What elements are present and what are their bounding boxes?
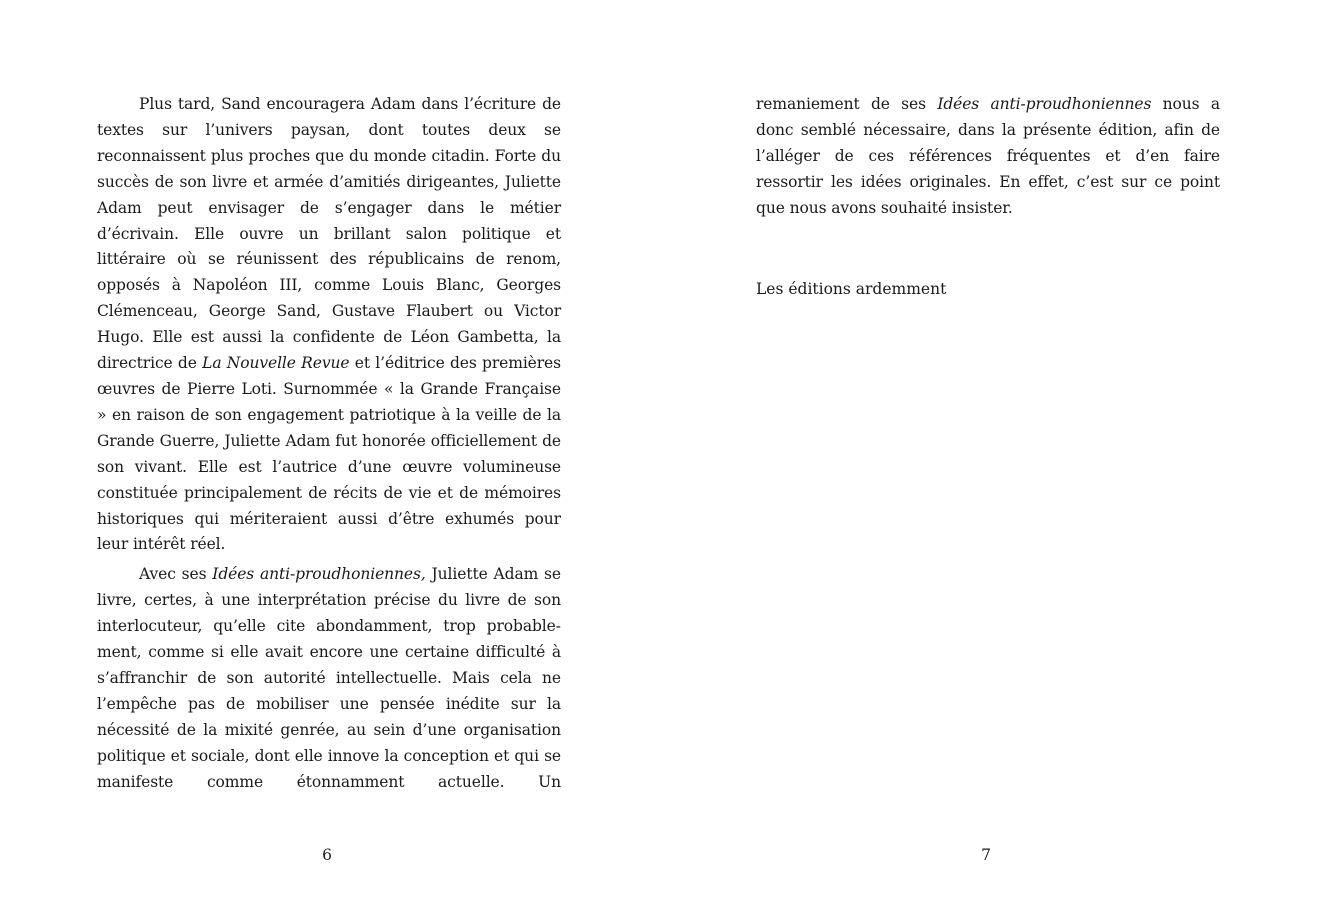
paragraph-2-start: Avec ses [139,565,213,584]
paragraph-continued-italic: Idées anti-proudhoniennes [937,95,1152,113]
publisher-signature: Les éditions ardemment [756,280,947,298]
left-page-text [97,92,561,799]
paragraph-continued-start: remaniement de ses [756,95,938,113]
right-page [659,0,1318,903]
page-number-right: 7 [981,846,991,864]
paragraph-1-end: et l’éditrice des premières œuvres de Pierre Loti. Surnommée « la Grande Française » en raison de son engagement patriotique à la veille de la Grande Guerre, Juliette Adam fut honorée officiellement de son vivant. Elle est l’autrice d’une œuvre volumineuse constituée principalement de récits de vie et de mémoires historiques qui mériteraient aussi d’être exhumés pour leur intérêt réel. [97,354,561,554]
right-page-text [756,92,1220,226]
paragraph-continued-end: nous a donc semblé nécessaire, dans la présente édition, afin de l’alléger de ces références fréquentes et d’en faire ressortir les idées originales. En effet, c’est sur ce point que nous avons souhaité insister. [756,95,1220,217]
paragraph-1 [97,92,561,558]
paragraph-continued [756,92,1220,222]
paragraph-2-italic: Idées anti-proudhoniennes, [212,565,426,584]
paragraph-1-text: Plus tard, Sand encouragera Adam dans l’écriture de textes sur l’univers paysan, dont toutes deux se reconnaissent plus proches que du monde citadin. Forte du succès de son livre et armée d’amitiés dirigeantes, Juliette Adam peut envisager de s’engager dans le métier d’écrivain. Elle ouvre un brillant salon politique et littéraire où se réunissent des républicains de renom, opposés à Napoléon III, comme Louis Blanc, Georges Clémenceau, George Sand, Gustave Flaubert ou Victor Hugo. Elle est aussi la confidente de Léon Gambetta, la directrice de [97,95,561,373]
page-number-left: 6 [322,846,332,864]
paragraph-2 [97,562,561,795]
paragraph-1-italic: La Nouvelle Revue [202,354,350,373]
paragraph-2-end: Juliette Adam se livre, certes, à une interprétation précise du livre de son interlocuteur, qu’elle cite abondamment, trop probablement, comme si elle avait encore une certaine difficulté à s’affranchir de son autorité intellectuelle. Mais cela ne l’empêche pas de mobiliser une pensée inédite sur la nécessité de la mixité genrée, au sein d’une organisation politique et sociale, dont elle innove la conception et qui se manifeste comme étonnamment actuelle. Un [97,565,561,791]
